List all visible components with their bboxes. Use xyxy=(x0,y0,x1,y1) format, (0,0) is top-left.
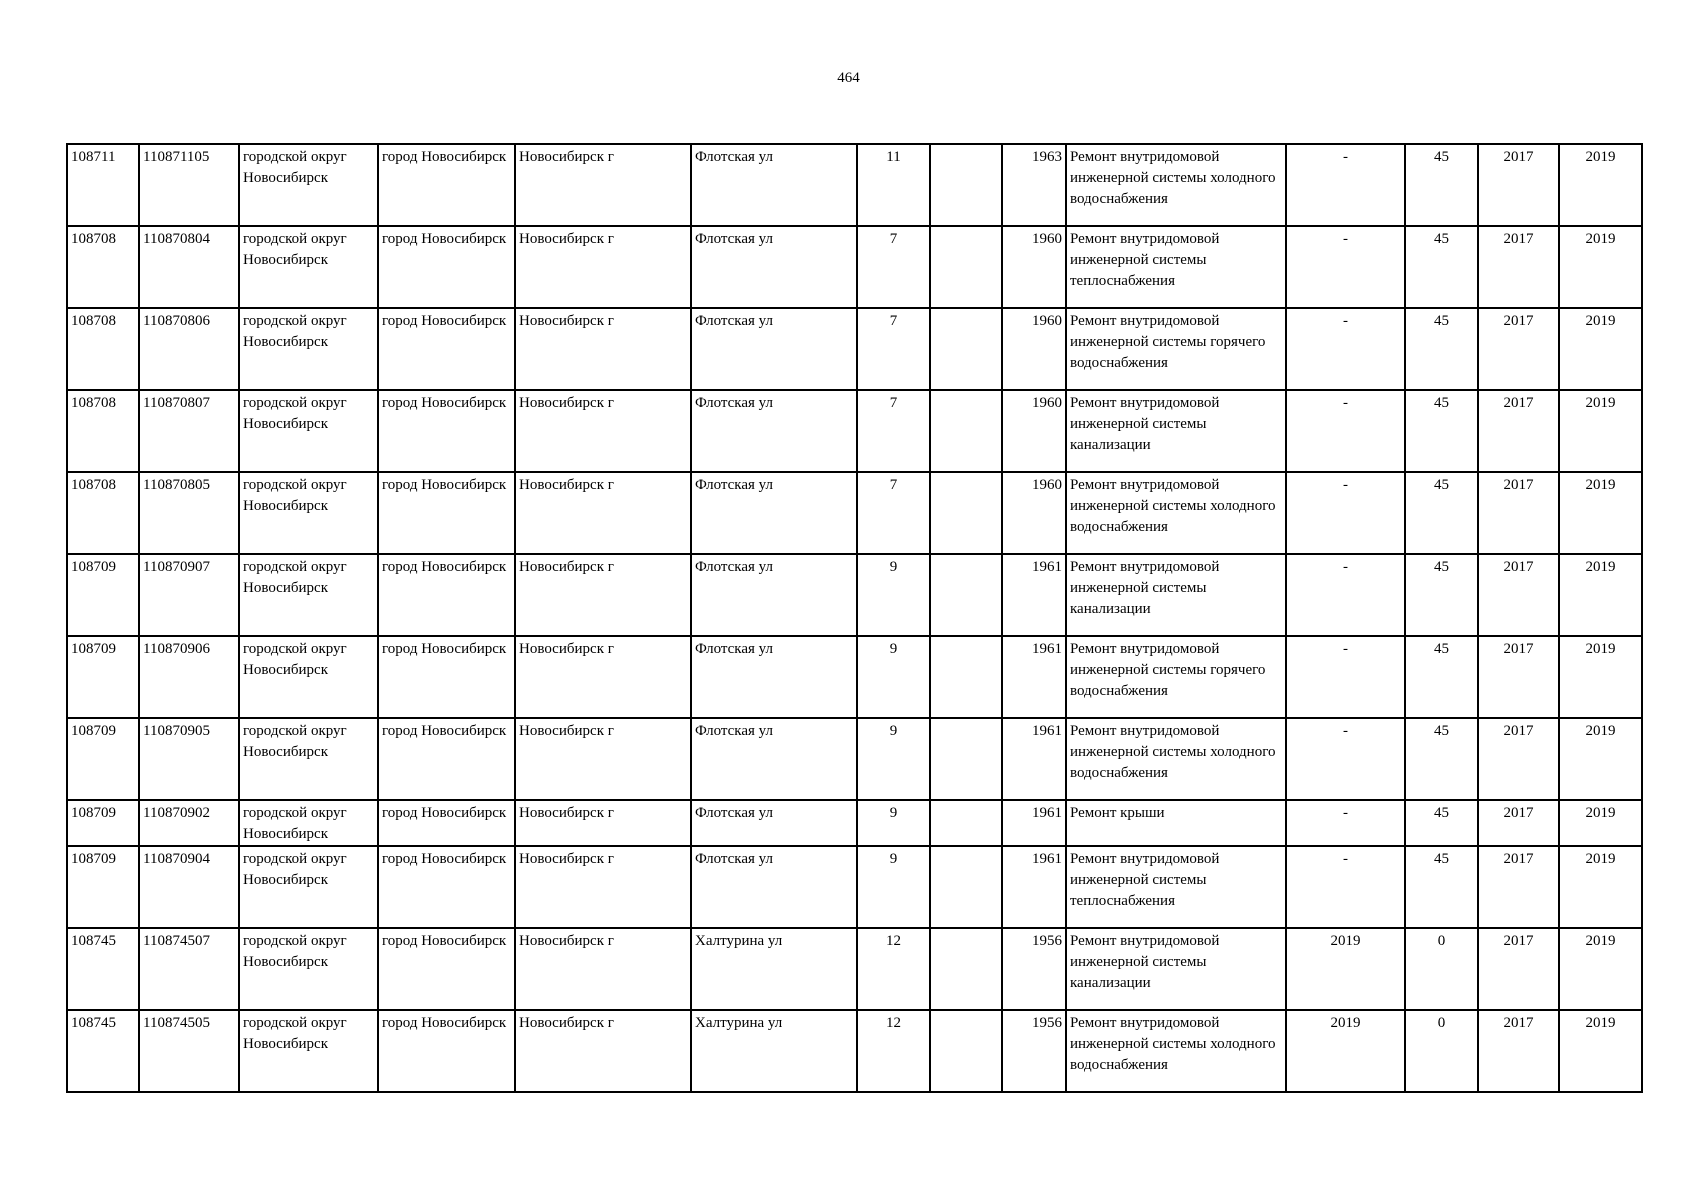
build-year-cell: 1960 xyxy=(1002,226,1066,308)
street-cell: Флотская ул xyxy=(691,846,857,928)
table-row xyxy=(67,636,1642,718)
city-cell: Новосибирск г xyxy=(515,308,691,390)
end-year-cell: 2019 xyxy=(1559,144,1642,226)
house-number-cell: 12 xyxy=(857,1010,930,1092)
street-cell: Флотская ул xyxy=(691,472,857,554)
end-year-cell: 2019 xyxy=(1559,390,1642,472)
work-code-cell: 110870904 xyxy=(139,846,239,928)
start-year-cell: 2017 xyxy=(1478,308,1559,390)
district-cell: городской округ Новосибирск xyxy=(239,390,378,472)
start-year-cell: 2017 xyxy=(1478,636,1559,718)
wear-cell: 45 xyxy=(1405,718,1478,800)
last-repair-cell: - xyxy=(1286,846,1405,928)
city-cell: Новосибирск г xyxy=(515,1010,691,1092)
last-repair-cell: - xyxy=(1286,226,1405,308)
last-repair-cell: - xyxy=(1286,472,1405,554)
work-type-cell: Ремонт внутридомовой инженерной системы холодного водоснабжения xyxy=(1066,144,1286,226)
end-year-cell: 2019 xyxy=(1559,308,1642,390)
locality-cell: город Новосибирск xyxy=(378,308,515,390)
house-number-cell: 9 xyxy=(857,718,930,800)
district-cell: городской округ Новосибирск xyxy=(239,472,378,554)
object-id-cell: 108708 xyxy=(67,308,139,390)
work-type-cell: Ремонт внутридомовой инженерной системы канализации xyxy=(1066,554,1286,636)
empty-cell xyxy=(930,226,1002,308)
object-id-cell: 108709 xyxy=(67,554,139,636)
locality-cell: город Новосибирск xyxy=(378,144,515,226)
work-type-cell: Ремонт внутридомовой инженерной системы холодного водоснабжения xyxy=(1066,1010,1286,1092)
street-cell: Флотская ул xyxy=(691,390,857,472)
locality-cell: город Новосибирск xyxy=(378,928,515,1010)
wear-cell: 45 xyxy=(1405,846,1478,928)
locality-cell: город Новосибирск xyxy=(378,800,515,846)
end-year-cell: 2019 xyxy=(1559,718,1642,800)
street-cell: Флотская ул xyxy=(691,800,857,846)
table-row xyxy=(67,800,1642,846)
house-number-cell: 9 xyxy=(857,636,930,718)
locality-cell: город Новосибирск xyxy=(378,718,515,800)
empty-cell xyxy=(930,846,1002,928)
work-type-cell: Ремонт внутридомовой инженерной системы теплоснабжения xyxy=(1066,846,1286,928)
district-cell: городской округ Новосибирск xyxy=(239,226,378,308)
empty-cell xyxy=(930,718,1002,800)
house-number-cell: 7 xyxy=(857,390,930,472)
table-row xyxy=(67,846,1642,928)
table-row xyxy=(67,390,1642,472)
object-id-cell: 108708 xyxy=(67,226,139,308)
wear-cell: 45 xyxy=(1405,472,1478,554)
wear-cell: 45 xyxy=(1405,390,1478,472)
end-year-cell: 2019 xyxy=(1559,472,1642,554)
end-year-cell: 2019 xyxy=(1559,554,1642,636)
house-number-cell: 7 xyxy=(857,226,930,308)
object-id-cell: 108709 xyxy=(67,846,139,928)
object-id-cell: 108709 xyxy=(67,800,139,846)
street-cell: Флотская ул xyxy=(691,718,857,800)
street-cell: Флотская ул xyxy=(691,226,857,308)
wear-cell: 45 xyxy=(1405,554,1478,636)
locality-cell: город Новосибирск xyxy=(378,226,515,308)
work-code-cell: 110870906 xyxy=(139,636,239,718)
build-year-cell: 1960 xyxy=(1002,308,1066,390)
start-year-cell: 2017 xyxy=(1478,472,1559,554)
house-number-cell: 7 xyxy=(857,472,930,554)
house-number-cell: 11 xyxy=(857,144,930,226)
house-number-cell: 12 xyxy=(857,928,930,1010)
street-cell: Флотская ул xyxy=(691,144,857,226)
work-type-cell: Ремонт внутридомовой инженерной системы горячего водоснабжения xyxy=(1066,308,1286,390)
last-repair-cell: 2019 xyxy=(1286,928,1405,1010)
house-number-cell: 9 xyxy=(857,846,930,928)
table-row xyxy=(67,144,1642,226)
last-repair-cell: - xyxy=(1286,144,1405,226)
city-cell: Новосибирск г xyxy=(515,846,691,928)
street-cell: Флотская ул xyxy=(691,554,857,636)
district-cell: городской округ Новосибирск xyxy=(239,554,378,636)
start-year-cell: 2017 xyxy=(1478,554,1559,636)
work-code-cell: 110870907 xyxy=(139,554,239,636)
district-cell: городской округ Новосибирск xyxy=(239,144,378,226)
wear-cell: 45 xyxy=(1405,636,1478,718)
start-year-cell: 2017 xyxy=(1478,226,1559,308)
end-year-cell: 2019 xyxy=(1559,928,1642,1010)
build-year-cell: 1961 xyxy=(1002,800,1066,846)
start-year-cell: 2017 xyxy=(1478,1010,1559,1092)
work-type-cell: Ремонт внутридомовой инженерной системы канализации xyxy=(1066,390,1286,472)
end-year-cell: 2019 xyxy=(1559,636,1642,718)
table-row xyxy=(67,718,1642,800)
locality-cell: город Новосибирск xyxy=(378,1010,515,1092)
object-id-cell: 108745 xyxy=(67,1010,139,1092)
table-row xyxy=(67,226,1642,308)
work-code-cell: 110874505 xyxy=(139,1010,239,1092)
object-id-cell: 108708 xyxy=(67,390,139,472)
city-cell: Новосибирск г xyxy=(515,144,691,226)
city-cell: Новосибирск г xyxy=(515,928,691,1010)
wear-cell: 45 xyxy=(1405,226,1478,308)
district-cell: городской округ Новосибирск xyxy=(239,928,378,1010)
locality-cell: город Новосибирск xyxy=(378,554,515,636)
work-type-cell: Ремонт крыши xyxy=(1066,800,1286,846)
city-cell: Новосибирск г xyxy=(515,472,691,554)
table-body xyxy=(67,144,1642,1092)
city-cell: Новосибирск г xyxy=(515,554,691,636)
city-cell: Новосибирск г xyxy=(515,226,691,308)
empty-cell xyxy=(930,390,1002,472)
work-code-cell: 110870805 xyxy=(139,472,239,554)
empty-cell xyxy=(930,1010,1002,1092)
start-year-cell: 2017 xyxy=(1478,718,1559,800)
wear-cell: 0 xyxy=(1405,928,1478,1010)
house-number-cell: 7 xyxy=(857,308,930,390)
city-cell: Новосибирск г xyxy=(515,390,691,472)
district-cell: городской округ Новосибирск xyxy=(239,308,378,390)
wear-cell: 0 xyxy=(1405,1010,1478,1092)
last-repair-cell: - xyxy=(1286,390,1405,472)
start-year-cell: 2017 xyxy=(1478,846,1559,928)
work-code-cell: 110870902 xyxy=(139,800,239,846)
repair-register-table xyxy=(66,143,1643,1093)
work-code-cell: 110870807 xyxy=(139,390,239,472)
page-number: 464 xyxy=(837,70,860,86)
work-code-cell: 110870806 xyxy=(139,308,239,390)
empty-cell xyxy=(930,636,1002,718)
build-year-cell: 1961 xyxy=(1002,846,1066,928)
object-id-cell: 108711 xyxy=(67,144,139,226)
last-repair-cell: - xyxy=(1286,636,1405,718)
district-cell: городской округ Новосибирск xyxy=(239,718,378,800)
city-cell: Новосибирск г xyxy=(515,718,691,800)
street-cell: Халтурина ул xyxy=(691,928,857,1010)
work-type-cell: Ремонт внутридомовой инженерной системы теплоснабжения xyxy=(1066,226,1286,308)
empty-cell xyxy=(930,472,1002,554)
start-year-cell: 2017 xyxy=(1478,800,1559,846)
object-id-cell: 108709 xyxy=(67,718,139,800)
start-year-cell: 2017 xyxy=(1478,144,1559,226)
object-id-cell: 108709 xyxy=(67,636,139,718)
build-year-cell: 1963 xyxy=(1002,144,1066,226)
empty-cell xyxy=(930,800,1002,846)
work-type-cell: Ремонт внутридомовой инженерной системы холодного водоснабжения xyxy=(1066,472,1286,554)
start-year-cell: 2017 xyxy=(1478,928,1559,1010)
wear-cell: 45 xyxy=(1405,800,1478,846)
end-year-cell: 2019 xyxy=(1559,800,1642,846)
empty-cell xyxy=(930,308,1002,390)
work-code-cell: 110870804 xyxy=(139,226,239,308)
table-row xyxy=(67,308,1642,390)
end-year-cell: 2019 xyxy=(1559,846,1642,928)
last-repair-cell: - xyxy=(1286,800,1405,846)
locality-cell: город Новосибирск xyxy=(378,846,515,928)
empty-cell xyxy=(930,554,1002,636)
locality-cell: город Новосибирск xyxy=(378,636,515,718)
build-year-cell: 1961 xyxy=(1002,554,1066,636)
object-id-cell: 108708 xyxy=(67,472,139,554)
last-repair-cell: - xyxy=(1286,554,1405,636)
build-year-cell: 1961 xyxy=(1002,718,1066,800)
last-repair-cell: 2019 xyxy=(1286,1010,1405,1092)
end-year-cell: 2019 xyxy=(1559,1010,1642,1092)
street-cell: Флотская ул xyxy=(691,308,857,390)
street-cell: Халтурина ул xyxy=(691,1010,857,1092)
table-row xyxy=(67,472,1642,554)
house-number-cell: 9 xyxy=(857,554,930,636)
empty-cell xyxy=(930,928,1002,1010)
build-year-cell: 1956 xyxy=(1002,1010,1066,1092)
build-year-cell: 1960 xyxy=(1002,472,1066,554)
work-type-cell: Ремонт внутридомовой инженерной системы канализации xyxy=(1066,928,1286,1010)
district-cell: городской округ Новосибирск xyxy=(239,1010,378,1092)
work-code-cell: 110871105 xyxy=(139,144,239,226)
end-year-cell: 2019 xyxy=(1559,226,1642,308)
work-code-cell: 110874507 xyxy=(139,928,239,1010)
district-cell: городской округ Новосибирск xyxy=(239,800,378,846)
city-cell: Новосибирск г xyxy=(515,636,691,718)
work-type-cell: Ремонт внутридомовой инженерной системы горячего водоснабжения xyxy=(1066,636,1286,718)
district-cell: городской округ Новосибирск xyxy=(239,636,378,718)
empty-cell xyxy=(930,144,1002,226)
last-repair-cell: - xyxy=(1286,308,1405,390)
work-type-cell: Ремонт внутридомовой инженерной системы холодного водоснабжения xyxy=(1066,718,1286,800)
table-row xyxy=(67,554,1642,636)
build-year-cell: 1960 xyxy=(1002,390,1066,472)
city-cell: Новосибирск г xyxy=(515,800,691,846)
object-id-cell: 108745 xyxy=(67,928,139,1010)
house-number-cell: 9 xyxy=(857,800,930,846)
build-year-cell: 1961 xyxy=(1002,636,1066,718)
last-repair-cell: - xyxy=(1286,718,1405,800)
locality-cell: город Новосибирск xyxy=(378,472,515,554)
district-cell: городской округ Новосибирск xyxy=(239,846,378,928)
wear-cell: 45 xyxy=(1405,308,1478,390)
start-year-cell: 2017 xyxy=(1478,390,1559,472)
table-row xyxy=(67,1010,1642,1092)
street-cell: Флотская ул xyxy=(691,636,857,718)
table-row xyxy=(67,928,1642,1010)
locality-cell: город Новосибирск xyxy=(378,390,515,472)
wear-cell: 45 xyxy=(1405,144,1478,226)
work-code-cell: 110870905 xyxy=(139,718,239,800)
build-year-cell: 1956 xyxy=(1002,928,1066,1010)
